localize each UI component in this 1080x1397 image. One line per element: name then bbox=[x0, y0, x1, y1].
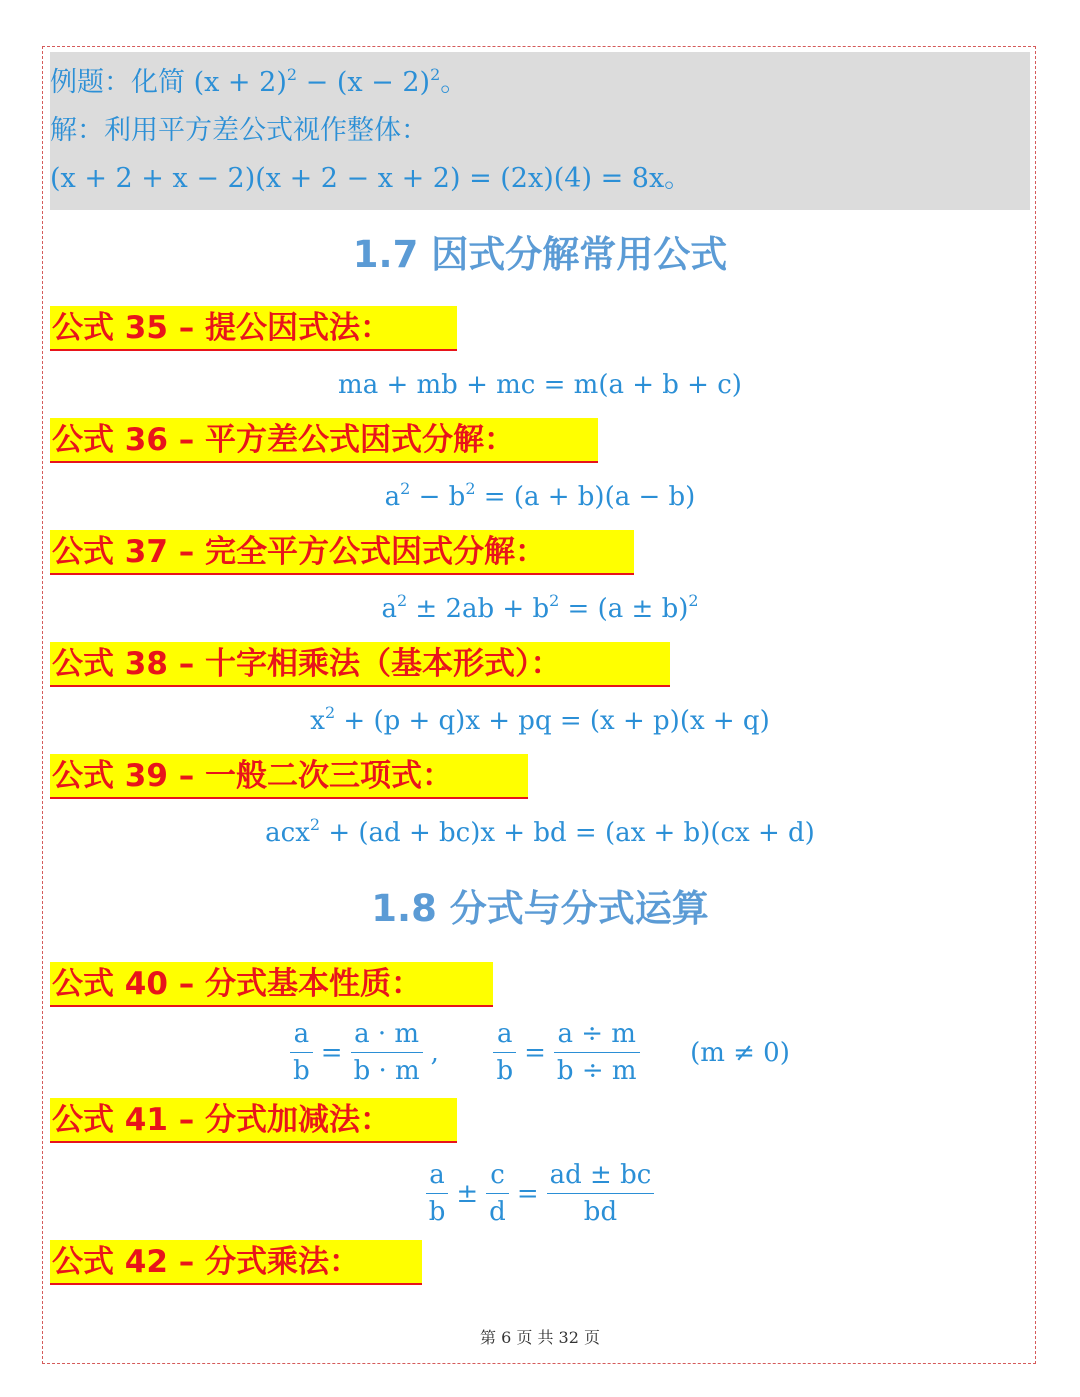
fraction: $\frac{a \div m}{b \div m}$ bbox=[554, 1016, 640, 1089]
fraction: $\frac{a}{b}$ bbox=[493, 1016, 516, 1089]
formula-38-underline bbox=[50, 685, 670, 687]
formula-36-underline bbox=[50, 461, 598, 463]
example-expression: $(x + 2)^2 - (x - 2)^2$。 bbox=[193, 65, 468, 98]
fraction: $\frac{c}{d}$ bbox=[486, 1157, 509, 1230]
fraction: $\frac{a}{b}$ bbox=[426, 1157, 449, 1230]
example-question bbox=[50, 60, 467, 99]
formula-41-heading: 公式 41 – 分式加减法： bbox=[52, 1102, 392, 1138]
formula-36-heading: 公式 36 – 平方差公式因式分解： bbox=[52, 422, 516, 458]
example-solution-result: (x + 2 + x − 2)(x + 2 − x + 2) = (2x)(4) = 8x。 bbox=[50, 163, 692, 194]
example-box bbox=[50, 52, 1030, 210]
formula-39-heading: 公式 39 – 一般二次三项式： bbox=[52, 758, 454, 794]
formula-38-expression: $x^2 + (p + q)x$ + pq = (x + p)(x + q) bbox=[310, 703, 770, 736]
section-title-1-7: 1.7 因式分解常用公式 bbox=[352, 233, 728, 276]
example-label: 例题：化简 bbox=[50, 67, 185, 98]
fraction: $\frac{a}{b}$ bbox=[290, 1016, 313, 1089]
formula-37-expression: $a^2 \pm 2ab + b^2 = (a \pm b)^2$ bbox=[381, 591, 699, 624]
formula-40-heading: 公式 40 – 分式基本性质： bbox=[52, 966, 423, 1002]
page-footer: 第 6 页 共 32 页 bbox=[480, 1328, 600, 1347]
section-title-1-8: 1.8 分式与分式运算 bbox=[371, 887, 709, 930]
formula-40-underline bbox=[50, 1005, 493, 1007]
fraction: $\frac{a \cdot m}{b \cdot m}$ bbox=[351, 1016, 423, 1089]
formula-41-expression: $\frac{a}{b}$ ± $\frac{c}{d}$ = $\frac{ad \pm bc}{bd}$ bbox=[0, 1157, 1080, 1230]
formula-37-heading: 公式 37 – 完全平方公式因式分解： bbox=[52, 534, 547, 570]
formula-39-underline bbox=[50, 797, 528, 799]
fraction: $\frac{ad \pm bc}{bd}$ bbox=[547, 1157, 655, 1230]
formula-39-expression: acx$^2$ + (ad + bc)x + bd = (ax + b)(cx + d) bbox=[265, 815, 815, 848]
formula-42-underline bbox=[50, 1283, 422, 1285]
formula-37-underline bbox=[50, 573, 634, 575]
formula-40-expression: $\frac{a}{b}$ = $\frac{a \cdot m}{b \cdot m}$ , $\frac{a}{b}$ = $\frac{a \div m}{b \div m}$ (m ≠ 0) bbox=[0, 1016, 1080, 1089]
formula-35-expression: ma + mb + mc = m(a + b + c) bbox=[338, 370, 742, 400]
example-solution-intro: 解：利用平方差公式视作整体： bbox=[50, 115, 428, 146]
formula-36-expression: $a^2 - b^2 = (a + b)(a - b)$ bbox=[384, 479, 696, 512]
formula-38-heading: 公式 38 – 十字相乘法（基本形式）： bbox=[52, 646, 562, 682]
formula-35-underline bbox=[50, 349, 457, 351]
formula-35-heading: 公式 35 – 提公因式法： bbox=[52, 310, 392, 346]
formula-41-underline bbox=[50, 1141, 457, 1143]
formula-40-condition: (m ≠ 0) bbox=[690, 1037, 790, 1068]
formula-42-heading: 公式 42 – 分式乘法： bbox=[52, 1244, 361, 1280]
